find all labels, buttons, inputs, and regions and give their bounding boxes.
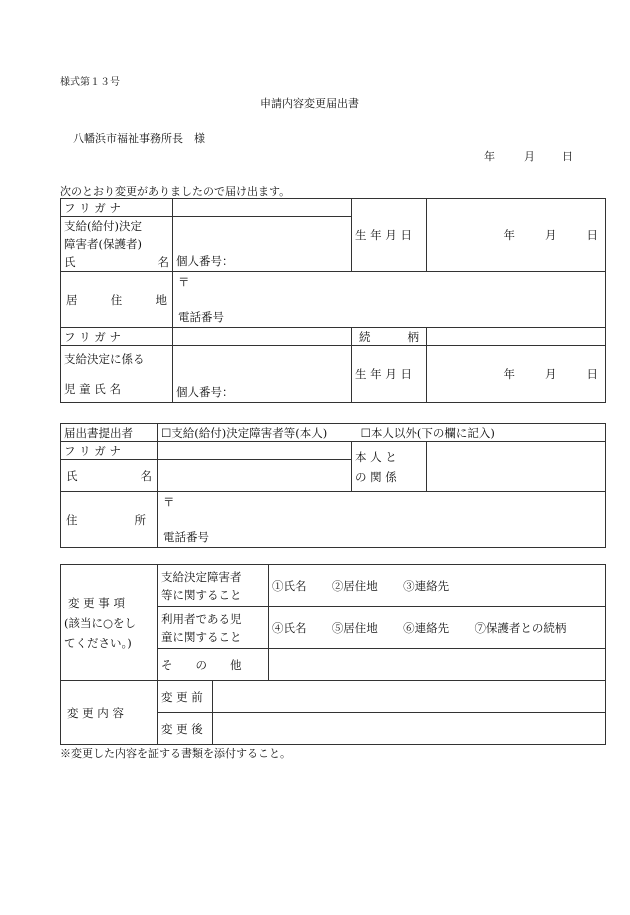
items-label-line1: 変 更 事 項 [68, 595, 125, 610]
recipient-address-field[interactable] [173, 272, 606, 328]
recipient-name-label-line3: 氏 名 [64, 255, 169, 269]
after-field[interactable] [213, 713, 606, 745]
before-field[interactable] [213, 681, 606, 713]
birth-day-label: 日 [586, 228, 598, 242]
recipient-furigana-field[interactable] [173, 199, 352, 217]
child-furigana-field[interactable] [173, 328, 352, 346]
child-label-line2: 児 童 氏 名 [64, 382, 121, 396]
footnote: ※変更した内容を証する書類を添付すること。 [60, 747, 291, 760]
submitter-name-label: 氏 名 [61, 460, 158, 492]
submitter-table [60, 423, 606, 548]
child-birthdate-field[interactable] [427, 346, 606, 403]
submitter-furigana-field[interactable] [158, 442, 352, 460]
child-my-number-label: 個人番号： [176, 385, 234, 399]
cat2-line2: 童に関すること [161, 629, 242, 644]
birth-month-label: 月 [545, 228, 557, 242]
recipient-name-label [61, 217, 173, 272]
submitter-options [158, 424, 606, 442]
child-birthdate-label: 生 年 月 日 [352, 346, 427, 403]
relation-line1: 本 人 と [355, 449, 397, 464]
cat2-opt-name[interactable]: ④氏名 [272, 620, 307, 635]
recipient-my-number-label: 個人番号： [176, 254, 234, 268]
form-number: 様式第１３号 [60, 77, 120, 88]
items-label-line2: (該当に○をし [64, 615, 137, 630]
cat1-options [269, 565, 606, 607]
other-field[interactable] [269, 649, 606, 681]
cat2-label [158, 607, 269, 649]
submitter-address-label: 住 所 [61, 492, 158, 548]
child-birth-month: 月 [545, 367, 557, 381]
postal-mark: 〒 [178, 275, 190, 289]
submitter-address-field[interactable] [158, 492, 606, 548]
recipient-name-label-line2: 障害者(保護者) [64, 237, 142, 251]
submitter-relation-label [352, 442, 427, 492]
child-furigana-label: フ リ ガ ナ [61, 328, 173, 346]
date-month: 月 [524, 150, 535, 163]
submitter-phone-label: 電話番号 [163, 530, 209, 544]
recipient-name-label-line1: 支給(給付)決定 [64, 219, 142, 233]
other-label: そ の 他 [158, 649, 269, 681]
birth-year-label: 年 [503, 228, 515, 242]
child-birth-day: 日 [586, 367, 598, 381]
submitter-name-field[interactable] [158, 460, 352, 492]
cat1-opt-contact[interactable]: ③連絡先 [403, 578, 450, 593]
child-name-field[interactable] [173, 346, 352, 403]
child-relationship-field[interactable] [427, 328, 606, 346]
cat1-line1: 支給決定障害者 [161, 569, 242, 584]
after-label: 変 更 後 [158, 713, 213, 745]
items-label-line3: てください。) [64, 635, 132, 650]
child-label-line1: 支給決定に係る [64, 352, 145, 366]
date-year: 年 [484, 150, 495, 163]
date-day: 日 [562, 150, 573, 163]
relation-line2: の 関 係 [355, 469, 397, 484]
submitter-option-self[interactable]: ☐支給(給付)決定障害者等(本人) [161, 425, 328, 440]
recipient-address-label: 居 住 地 [61, 272, 173, 328]
changes-table [60, 564, 606, 745]
cat2-opt-address[interactable]: ⑤居住地 [331, 620, 378, 635]
recipient-table [60, 198, 606, 403]
cat2-opt-contact[interactable]: ⑥連絡先 [403, 620, 450, 635]
change-items-label [61, 565, 158, 681]
before-label: 変 更 前 [158, 681, 213, 713]
submitter-relation-field[interactable] [427, 442, 606, 492]
submitter-label: 届出書提出者 [61, 424, 158, 442]
page-title: 申請内容変更届出書 [260, 97, 359, 110]
cat1-label [158, 565, 269, 607]
submitter-furigana-label: フ リ ガ ナ [61, 442, 158, 460]
intro-text: 次のとおり変更がありましたので届け出ます。 [60, 185, 291, 198]
recipient-phone-label: 電話番号 [178, 310, 224, 324]
child-name-label [61, 346, 173, 403]
recipient-furigana-label: フ リ ガ ナ [61, 199, 173, 217]
cat1-line2: 等に関すること [161, 587, 242, 602]
child-birth-year: 年 [503, 367, 515, 381]
cat1-opt-name[interactable]: ①氏名 [272, 578, 307, 593]
change-content-label: 変 更 内 容 [61, 681, 158, 745]
recipient-birthdate-field[interactable] [427, 199, 606, 272]
cat1-opt-address[interactable]: ②居住地 [331, 578, 378, 593]
cat2-line1: 利用者である児 [161, 611, 242, 626]
child-relationship-label: 続 柄 [352, 328, 427, 346]
submitter-postal-mark: 〒 [163, 495, 175, 509]
cat2-options [269, 607, 606, 649]
cat2-opt-relationship[interactable]: ⑦保護者との続柄 [474, 620, 567, 635]
addressee: 八幡浜市福祉事務所長 様 [73, 132, 205, 145]
recipient-name-field[interactable] [173, 217, 352, 272]
recipient-birthdate-label: 生 年 月 日 [352, 199, 427, 272]
submitter-option-other[interactable]: ☐本人以外(下の欄に記入) [360, 425, 495, 440]
